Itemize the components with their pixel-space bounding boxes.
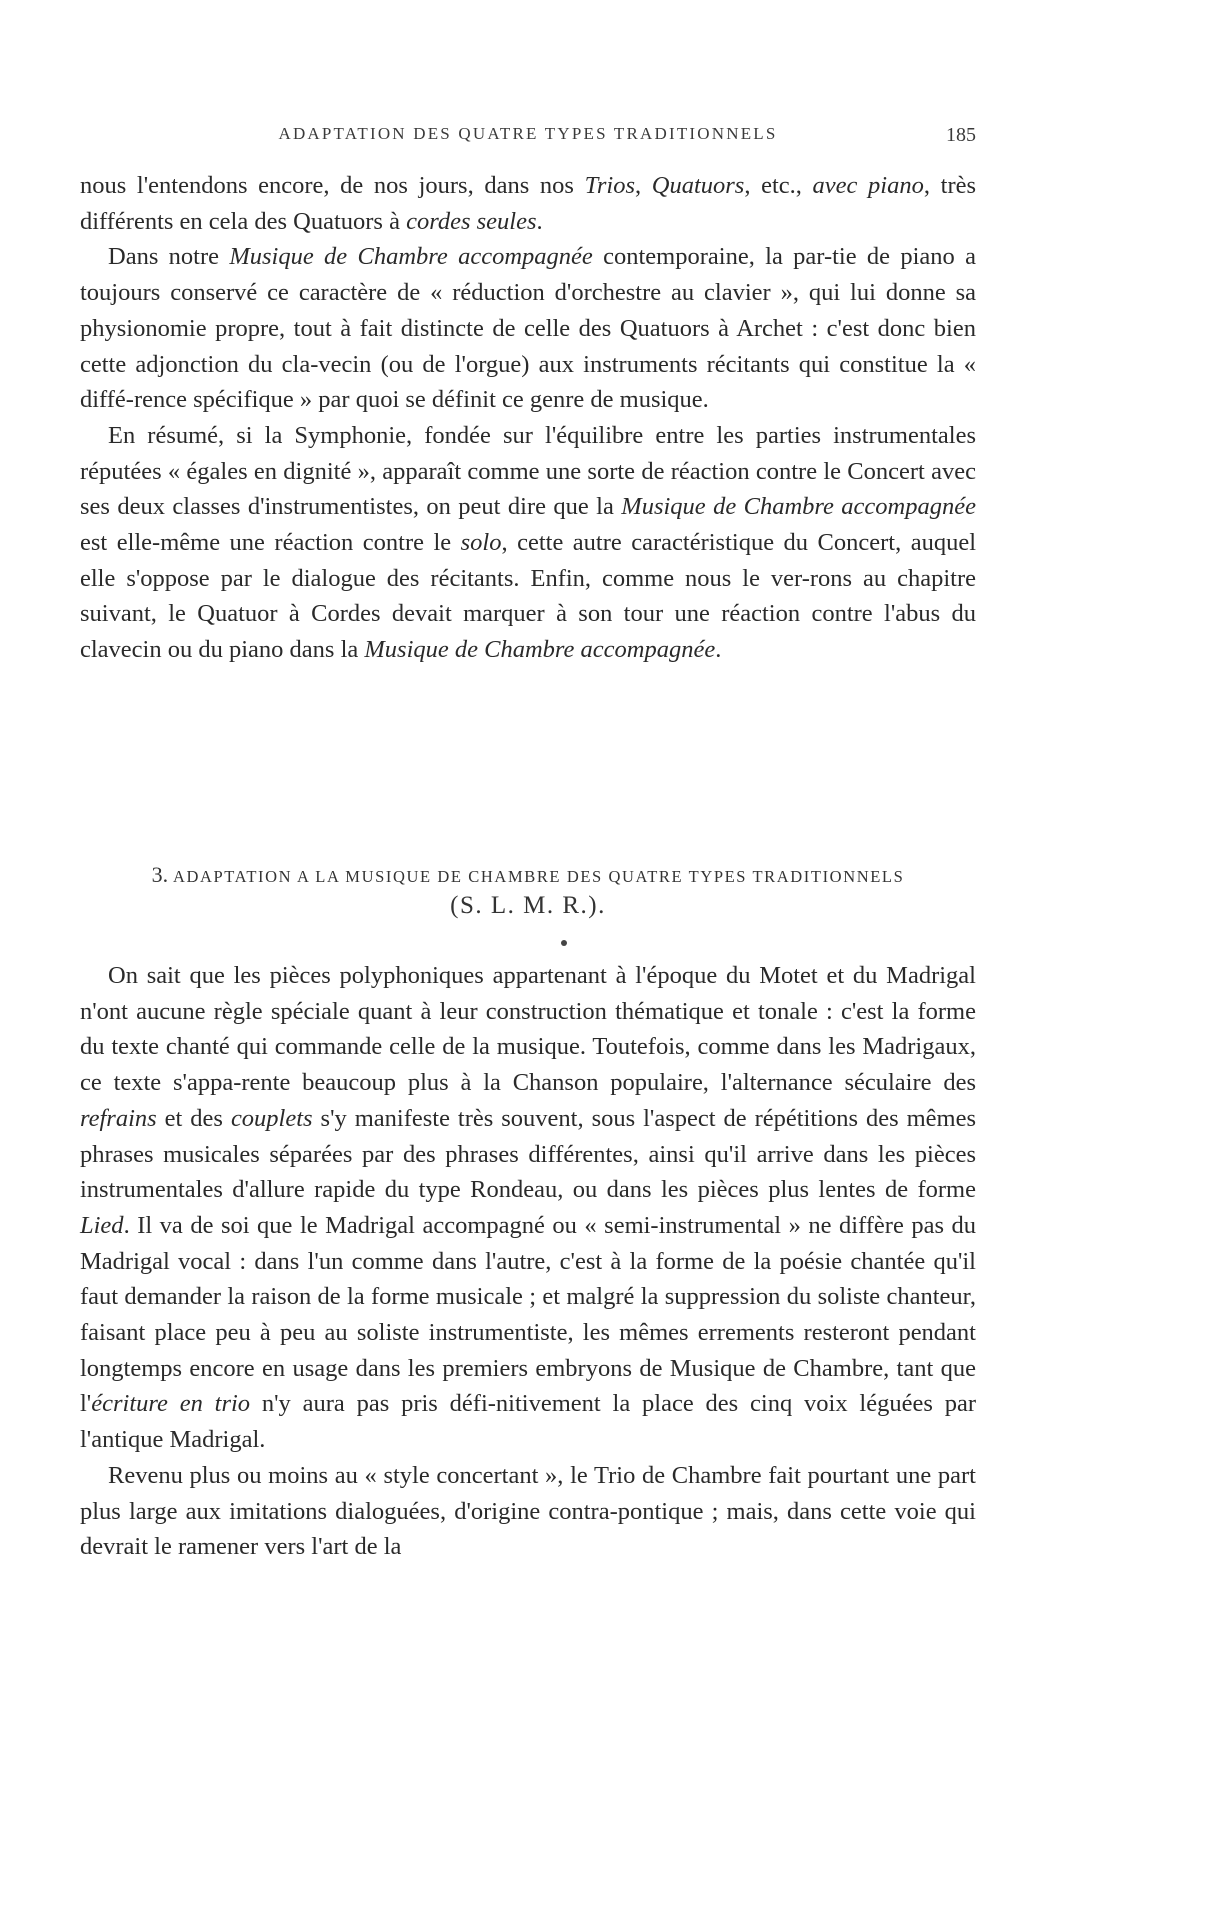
paragraph-2 [80, 239, 976, 418]
running-title: ADAPTATION DES QUATRE TYPES TRADITIONNELS [278, 124, 778, 143]
italic-run: Lied [80, 1211, 124, 1239]
paragraph-3 [80, 418, 976, 668]
italic-run: refrains [80, 1104, 157, 1132]
text-run: n'y aura pas pris défi-nitivement la place des cinq voix léguées par l'antique Madrigal. [80, 1390, 976, 1454]
paragraph-4 [80, 958, 976, 1458]
ornament-dot [561, 940, 567, 946]
italic-run: avec piano [812, 172, 924, 199]
text-run: , etc., [744, 172, 813, 199]
text-run: En résumé, si la Symphonie, fondée sur l'équilibre entre les parties instrumentales réputées « égales en dignité », apparaît comme une sorte de réaction contre le Concert avec ses deux classes d'instrumentistes, on peut dire que la [80, 421, 976, 521]
section-heading [80, 862, 976, 920]
text-run: contemporaine, la par-tie de piano a toujours conservé ce caractère de « réduction d'orchestre au clavier », qui lui donne sa physionomie propre, tout à fait distincte de celle des Quatuors à Archet : c'est donc bien cette adjonction du cla-vecin (ou de l'orgue) aux instruments récitants qui constitue la « diffé-rence spécifique » par quoi se définit ce genre de musique. [80, 243, 976, 414]
italic-run: Musique de Chambre accompagnée [364, 636, 716, 664]
paragraph-5 [80, 1458, 976, 1565]
page-number: 185 [946, 124, 976, 146]
running-head [80, 124, 976, 154]
italic-run: cordes seules [406, 207, 537, 235]
section-subheading: (S. L. M. R.). [450, 892, 606, 919]
italic-run: Quatuors [651, 172, 745, 199]
text-block-bottom [80, 958, 976, 1565]
text-run: , cette autre caractéristique du Concert, auquel elle s'oppose par le dialogue des récitants. Enfin, comme nous le ver-rons au chapitre suivant, le Quatuor à Cordes devait marquer à son tour une réaction contre l'abus du clavecin ou du piano dans la [80, 529, 976, 664]
text-run: On sait que les pièces polyphoniques appartenant à l'époque du Motet et du Madrigal n'ont aucune règle spéciale quant à leur construction thématique et tonale : c'est la forme du texte chanté qui commande celle de la musique. Toutefois, comme dans les Madrigaux, ce texte s'appa-rente beaucoup plus à la Chanson populaire, l'alternance séculaire des [80, 962, 976, 1097]
paragraph-1 [80, 168, 976, 239]
italic-run: écriture en trio [91, 1390, 251, 1418]
italic-run: solo [460, 529, 502, 557]
italic-run: Trios [584, 172, 635, 199]
text-run: et des [156, 1104, 231, 1132]
text-run: nous l'entendons encore, de nos jours, dans nos [80, 172, 585, 199]
section-title [80, 862, 976, 888]
text-run: Revenu plus ou moins au « style concertant », le Trio de Chambre fait pourtant une part plus large aux imitations dialoguées, d'origine contra-pontique ; mais, dans cette voie qui devrait le ramener vers l'art de la [80, 1461, 976, 1561]
text-run: , [634, 172, 652, 199]
italic-run: Musique de Chambre accompagnée [621, 493, 976, 521]
italic-run: Musique de Chambre accompagnée [229, 243, 593, 271]
italic-run: couplets [230, 1104, 313, 1132]
text-run: . [536, 207, 543, 235]
text-run: s'y manifeste très souvent, sous l'aspect de répétitions des mêmes phrases musicales séparées par des phrases différentes, ainsi qu'il arrive dans les pièces instrumentales d'allure rapide du type Rondeau, ou dans les pièces plus lentes de forme [80, 1104, 976, 1204]
text-block-top [80, 168, 976, 668]
text-run: Dans notre [108, 243, 230, 271]
section-heading-text: ADAPTATION A LA MUSIQUE DE CHAMBRE DES QUATRE TYPES TRADITIONNELS [172, 867, 905, 886]
text-run: , très différents en cela des Quatuors à [80, 172, 977, 235]
section-number: 3. [151, 862, 169, 887]
text-run: . [715, 636, 722, 664]
text-run: est elle-même une réaction contre le [80, 529, 461, 557]
text-run: . Il va de soi que le Madrigal accompagné ou « semi-instrumental » ne diffère pas du Madrigal vocal : dans l'un comme dans l'autre, c'est à la forme de la poésie chantée qu'il faut demander la raison de la forme musicale ; et malgré la suppression du soliste chanteur, faisant place peu à peu au soliste instrumentiste, les mêmes errements resteront pendant longtemps encore en usage dans les premiers embryons de Musique de Chambre, tant que l' [80, 1211, 976, 1418]
